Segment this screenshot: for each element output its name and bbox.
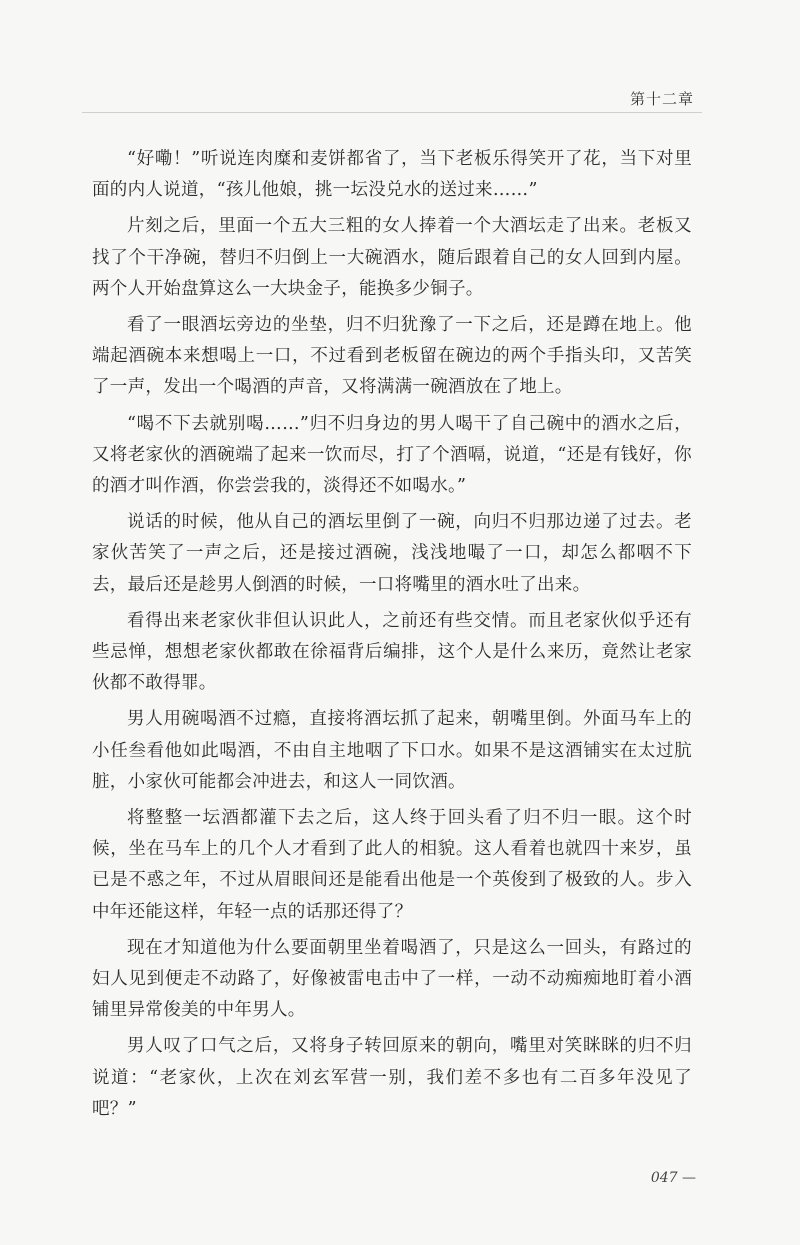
paragraph-1: “好嘞！”听说连肉糜和麦饼都省了，当下老板乐得笑开了花，当下对里面的内人说道，“孩儿他娘，挑一坛没兑水的送过来……” xyxy=(92,149,692,201)
paragraph-5: 说话的时候，他从自己的酒坛里倒了一碗，向归不归那边递了过去。老家伙苦笑了一声之后，还是接过酒碗，浅浅地嘬了一口，却怎么都咽不下去，最后还是趁男人倒酒的时候，一口将嘴里的酒水吐了出来。 xyxy=(92,512,692,595)
page-number: 047 — xyxy=(650,1170,696,1186)
paragraph-7: 男人用碗喝酒不过瘾，直接将酒坛抓了起来，朝嘴里倒。外面马车上的小任叁看他如此喝酒，不由自主地咽了下口水。如果不是这酒铺实在太过肮脏，小家伙可能都会冲进去，和这人一同饮酒。 xyxy=(92,709,692,792)
chapter-title: 第十二章 xyxy=(629,90,694,108)
paragraph-2: 片刻之后，里面一个五大三粗的女人捧着一个大酒坛走了出来。老板又找了个干净碗，替归不归倒上一大碗酒水，随后跟着自己的女人回到内屋。两个人开始盘算这么一大块金子，能换多少铜子。 xyxy=(92,216,692,299)
paragraph-8: 将整整一坛酒都灌下去之后，这人终于回头看了归不归一眼。这个时候，坐在马车上的几个人才看到了此人的相貌。这人看着也就四十来岁，虽已是不惑之年，不过从眉眼间还是能看出他是一个英俊到了极致的人。步入中年还能这样，年轻一点的话那还得了？ xyxy=(92,808,692,922)
paragraph-3: 看了一眼酒坛旁边的坐垫，归不归犹豫了一下之后，还是蹲在地上。他端起酒碗本来想喝上一口，不过看到老板留在碗边的两个手指头印，又苦笑了一声，发出一个喝酒的声音，又将满满一碗酒放在了地上。 xyxy=(92,315,692,398)
body-text xyxy=(92,144,692,1130)
header-divider xyxy=(82,112,702,113)
paragraph-6: 看得出来老家伙非但认识此人，之前还有些交情。而且老家伙似乎还有些忌惮，想想老家伙都敢在徐福背后编排，这个人是什么来历，竟然让老家伙都不敢得罪。 xyxy=(92,610,692,694)
paragraph-9: 现在才知道他为什么要面朝里坐着喝酒了，只是这么一回头，有路过的妇人见到便走不动路了，好像被雷电击中了一样，一动不动痴痴地盯着小酒铺里异常俊美的中年男人。 xyxy=(92,937,692,1021)
paragraph-4: “喝不下去就别喝……”归不归身边的男人喝干了自己碗中的酒水之后，又将老家伙的酒碗端了起来一饮而尽，打了个酒嗝，说道，“还是有钱好，你的酒才叫作酒，你尝尝我的，淡得还不如喝水。” xyxy=(92,413,692,497)
paragraph-10: 男人叹了口气之后，又将身子转回原来的朝向，嘴里对笑眯眯的归不归说道：“老家伙，上次在刘玄军营一别，我们差不多也有二百多年没见了吧？” xyxy=(92,1036,692,1119)
